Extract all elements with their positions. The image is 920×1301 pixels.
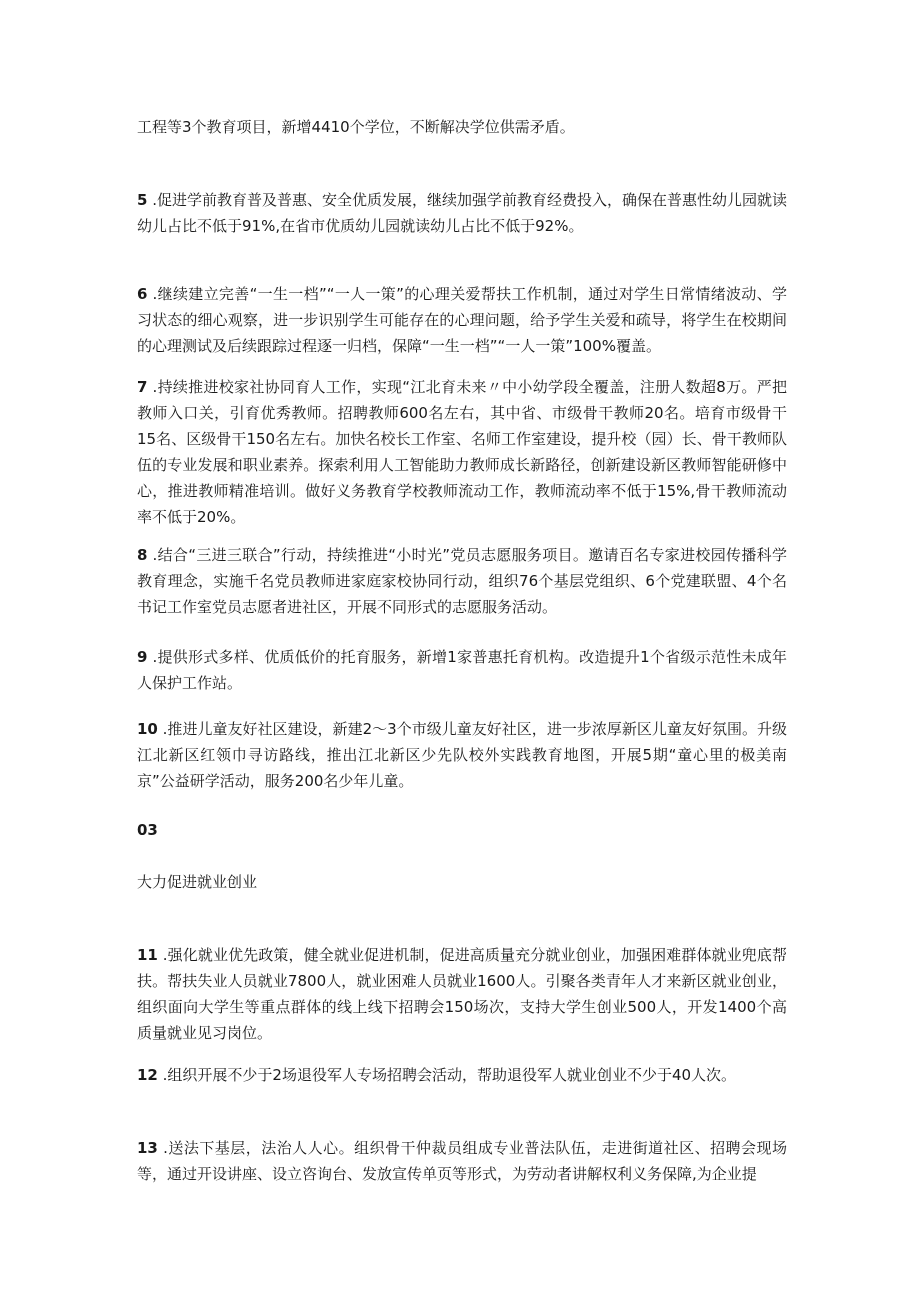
paragraph-item-11 bbox=[137, 942, 787, 1046]
paragraph-item-10 bbox=[137, 716, 787, 794]
paragraph-item-9 bbox=[137, 644, 787, 696]
paragraph-item-5 bbox=[137, 187, 787, 239]
item-number: 12 bbox=[137, 1066, 158, 1084]
section-title: 大力促进就业创业 bbox=[137, 873, 258, 891]
paragraph-item-7 bbox=[137, 374, 787, 530]
paragraph-continuation bbox=[137, 114, 787, 140]
item-number: 10 bbox=[137, 720, 158, 738]
item-number: 13 bbox=[137, 1139, 158, 1157]
paragraph-item-8 bbox=[137, 542, 787, 620]
item-number: 9 bbox=[137, 648, 148, 666]
item-number: 11 bbox=[137, 946, 158, 964]
section-number: 03 bbox=[137, 821, 158, 839]
paragraph-item-6 bbox=[137, 281, 787, 359]
item-number: 8 bbox=[137, 546, 148, 564]
paragraph-text: .持续推进校家社协同育人工作，实现“江北育未来〃中小幼学段全覆盖，注册人数超8万。严把教师入口关，引育优秀教师。招聘教师600名左右，其中省、市级骨干教师20名。培育市级骨干15名、区级骨干150名左右。加快名校长工作室、名师工作室建设，提升校（园）长、骨干教师队伍的专业发展和职业素养。探索利用人工智能助力教师成长新路径，创新建设新区教师智能研修中心，推进教师精准培训。做好义务教育学校教师流动工作，教师流动率不低于15%,骨干教师流动率不低于20%。 bbox=[137, 378, 787, 526]
paragraph-text: .推进儿童友好社区建设，新建2〜3个市级儿童友好社区，进一步浓厚新区儿童友好氛围。升级江北新区红领巾寻访路线，推出江北新区少先队校外实践教育地图，开展5期“童心里的极美南京”公益研学活动，服务200名少年儿童。 bbox=[137, 720, 787, 790]
paragraph-text: .继续建立完善“一生一档”“一人一策”的心理关爱帮扶工作机制，通过对学生日常情绪波动、学习状态的细心观察，进一步识别学生可能存在的心理问题，给予学生关爱和疏导，将学生在校期间的心理测试及后续跟踪过程逐一归档，保障“一生一档”“一人一策”100%覆盖。 bbox=[137, 285, 787, 355]
paragraph-text: .送法下基层，法治人人心。组织骨干仲裁员组成专业普法队伍，走进街道社区、招聘会现场等，通过开设讲座、设立咨询台、发放宣传单页等形式，为劳动者讲解权利义务保障,为企业提 bbox=[137, 1139, 787, 1183]
paragraph-text: .强化就业优先政策，健全就业促进机制，促进高质量充分就业创业，加强困难群体就业兜底帮扶。帮扶失业人员就业7800人，就业困难人员就业1600人。引聚各类青年人才来新区就业创业，组织面向大学生等重点群体的线上线下招聘会150场次，支持大学生创业500人，开发1400个高质量就业见习岗位。 bbox=[137, 946, 787, 1042]
item-number: 5 bbox=[137, 191, 148, 209]
paragraph-text: 工程等3个教育项目，新增4410个学位，不断解决学位供需矛盾。 bbox=[137, 118, 575, 136]
paragraph-text: .促进学前教育普及普惠、安全优质发展，继续加强学前教育经费投入，确保在普惠性幼儿园就读幼儿占比不低于91%,在省市优质幼儿园就读幼儿占比不低于92%。 bbox=[137, 191, 787, 235]
paragraph-item-13 bbox=[137, 1135, 787, 1187]
item-number: 7 bbox=[137, 378, 148, 396]
paragraph-text: .组织开展不少于2场退役军人专场招聘会活动，帮助退役军人就业创业不少于40人次。 bbox=[157, 1066, 737, 1084]
paragraph-text: .结合“三进三联合”行动，持续推进“小时光”党员志愿服务项目。邀请百名专家进校园传播科学教育理念，实施千名党员教师进家庭家校协同行动，组织76个基层党组织、6个党建联盟、4个名书记工作室党员志愿者进社区，开展不同形式的志愿服务活动。 bbox=[137, 546, 787, 616]
paragraph-item-12 bbox=[137, 1062, 787, 1088]
paragraph-text: .提供形式多样、优质低价的托育服务，新增1家普惠托育机构。改造提升1个省级示范性未成年人保护工作站。 bbox=[137, 648, 787, 692]
item-number: 6 bbox=[137, 285, 148, 303]
